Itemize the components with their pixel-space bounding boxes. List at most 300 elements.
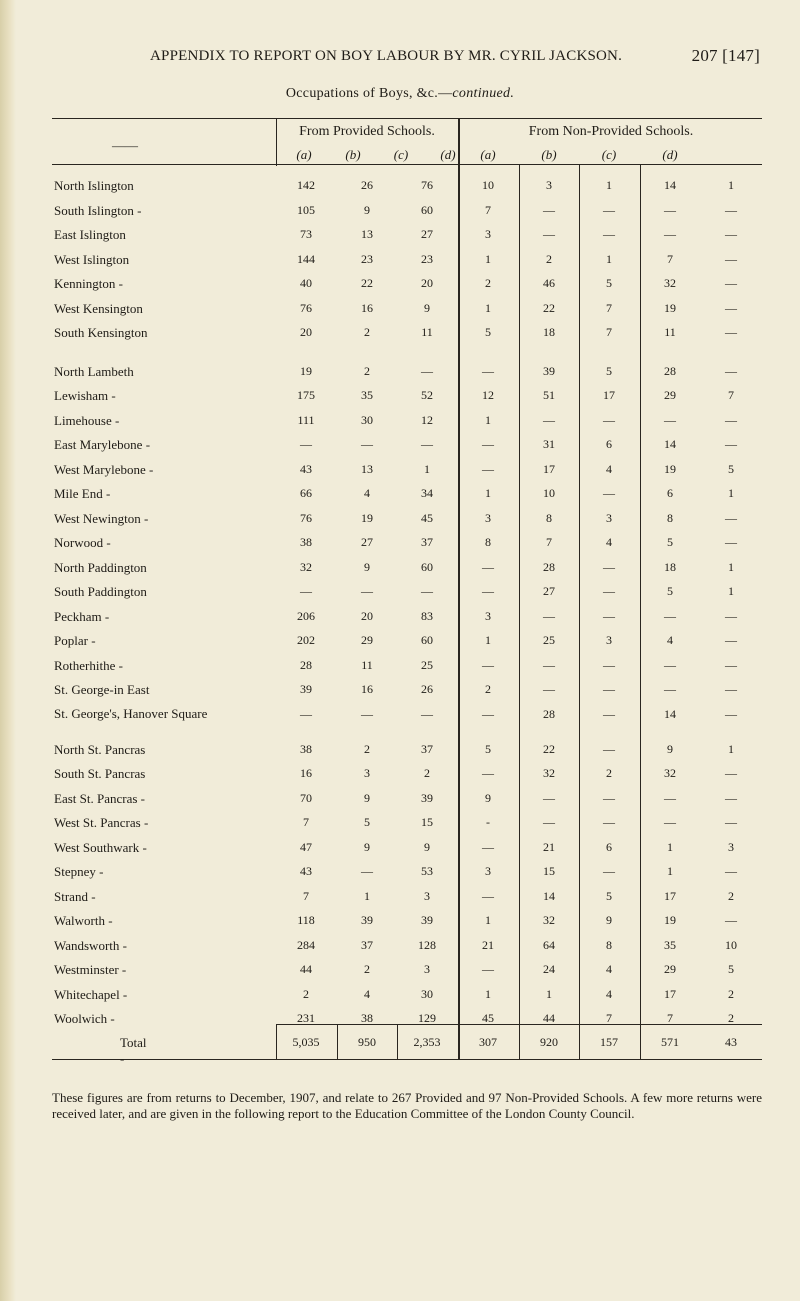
table-cell: 22 — [361, 276, 373, 290]
total-non-provided-c: 571 — [661, 1035, 679, 1049]
table-cell: 1 — [485, 412, 491, 427]
table-cell: 7 — [728, 388, 734, 402]
table-cell: 5 — [364, 815, 370, 829]
table-cell: — — [603, 486, 615, 500]
table-cell: — — [482, 888, 494, 903]
table-cell: — — [664, 657, 676, 672]
table-cell: 1 — [485, 633, 491, 647]
district-name: Walworth - — [54, 913, 113, 928]
table-row — [0, 889, 800, 909]
table-cell: 11 — [664, 325, 676, 339]
table-cell: 1 — [546, 986, 552, 1001]
table-cell: — — [482, 657, 494, 672]
table-cell: 83 — [421, 608, 433, 623]
table-cell: 1 — [667, 864, 673, 878]
table-cell: — — [725, 276, 737, 290]
table-cell: 7 — [485, 202, 491, 217]
total-provided-d: 307 — [479, 1035, 497, 1049]
table-cell: 9 — [424, 839, 430, 854]
table-cell: 19 — [300, 363, 312, 378]
table-cell: 1 — [485, 251, 491, 266]
table-cell: — — [361, 864, 373, 878]
table-cell: 18 — [543, 325, 555, 339]
table-cell: 19 — [664, 300, 676, 315]
table-cell: 1 — [667, 839, 673, 854]
table-cell: — — [664, 202, 676, 217]
table-row — [0, 864, 800, 884]
table-row — [0, 560, 800, 580]
table-cell: 6 — [606, 437, 612, 451]
total-provided-c: 2,353 — [413, 1035, 441, 1049]
table-cell: 11 — [361, 657, 373, 672]
table-row — [0, 791, 800, 811]
district-name: West Marylebone - — [54, 461, 154, 477]
table-cell: 5 — [728, 461, 734, 476]
table-cell: 28 — [664, 363, 676, 378]
running-title: APPENDIX TO REPORT ON BOY LABOUR BY MR. CYRIL JACKSON. — [150, 48, 623, 64]
district-name: Wandsworth - — [54, 937, 127, 953]
table-cell: — — [725, 633, 737, 647]
table-cell: 1 — [485, 486, 491, 500]
table-cell: 39 — [300, 682, 312, 696]
group-provided-heading: From Provided Schools. — [299, 124, 435, 139]
table-cell: 7 — [303, 815, 309, 829]
header-bottom-rule — [52, 164, 762, 165]
page-number: 207 [147] — [691, 46, 760, 65]
table-cell: 4 — [606, 535, 612, 549]
table-cell: — — [482, 839, 494, 854]
table-cell: 3 — [485, 864, 491, 878]
table-cell: 32 — [300, 559, 312, 574]
table-cell: 20 — [421, 276, 433, 290]
table-row — [0, 364, 800, 384]
district-name: West Newington - — [54, 510, 149, 526]
table-cell: 5 — [667, 584, 673, 598]
table-cell: 3 — [606, 510, 612, 525]
table-cell: 4 — [606, 461, 612, 476]
table-cell: — — [664, 790, 676, 805]
table-cell: 206 — [297, 608, 315, 623]
table-cell: 24 — [543, 962, 555, 976]
table-cell: 7 — [606, 325, 612, 339]
table-cell: 8 — [667, 510, 673, 525]
table-cell: 4 — [606, 962, 612, 976]
table-cell: 47 — [300, 839, 312, 854]
district-name: West Islington — [54, 251, 130, 267]
table-cell: - — [486, 815, 490, 829]
district-name: North Lambeth — [54, 363, 134, 379]
table-cell: 53 — [421, 864, 433, 878]
table-cell: 1 — [728, 559, 734, 574]
table-cell: — — [664, 815, 676, 829]
table-cell: 13 — [361, 227, 373, 241]
table-cell: — — [725, 815, 737, 829]
table-cell: 9 — [667, 741, 673, 756]
table-cell: 5 — [485, 325, 491, 339]
table-cell: 46 — [543, 276, 555, 290]
table-cell: 28 — [300, 657, 312, 672]
table-cell: 64 — [543, 937, 555, 952]
table-cell: 14 — [543, 888, 555, 903]
table-cell: — — [603, 741, 615, 756]
table-cell: 29 — [664, 388, 676, 402]
table-cell: 29 — [664, 962, 676, 976]
table-cell: 5 — [485, 741, 491, 756]
table-cell: 21 — [543, 839, 555, 854]
district-name: West Southwark - — [54, 839, 147, 855]
table-cell: — — [603, 657, 615, 672]
table-cell: 8 — [485, 535, 491, 549]
table-cell: — — [543, 202, 555, 217]
table-cell: 15 — [543, 864, 555, 878]
table-cell: 44 — [300, 962, 312, 976]
table-cell: 60 — [421, 559, 433, 574]
table-cell: — — [664, 608, 676, 623]
table-cell: 3 — [485, 227, 491, 241]
total-non-provided-d: 43 — [725, 1035, 737, 1049]
district-name: Poplar - — [54, 633, 96, 648]
district-name: Limehouse - — [54, 412, 120, 428]
table-cell: — — [725, 202, 737, 217]
table-cell: — — [543, 227, 555, 241]
table-cell: 3 — [606, 633, 612, 647]
col-head-non-provided-d: (d) — [662, 147, 678, 162]
table-cell: — — [603, 202, 615, 217]
table-cell: 12 — [421, 412, 433, 427]
table-cell: 2 — [364, 363, 370, 378]
table-cell: 25 — [543, 633, 555, 647]
table-cell: — — [725, 706, 737, 721]
table-cell: — — [725, 790, 737, 805]
table-cell: 15 — [421, 815, 433, 829]
table-cell: 3 — [546, 178, 552, 192]
table-bottom-rule — [52, 1059, 762, 1060]
table-cell: 142 — [297, 178, 315, 192]
table-cell: 284 — [297, 937, 315, 952]
district-name: West Kensington — [54, 300, 143, 316]
table-cell: — — [603, 706, 615, 721]
table-cell: 3 — [728, 839, 734, 854]
table-cell: 51 — [543, 388, 555, 402]
table-cell: — — [543, 815, 555, 829]
caption-continued: continued. — [452, 86, 515, 101]
table-cell: 1 — [728, 486, 734, 500]
district-name: North Paddington — [54, 559, 147, 575]
table-cell: 105 — [297, 202, 315, 217]
table-cell: 5 — [667, 535, 673, 549]
table-cell: 118 — [297, 913, 315, 927]
district-name: Westminster - — [54, 962, 127, 977]
table-cell: 17 — [664, 888, 676, 903]
district-name: North Islington — [54, 178, 134, 193]
table-cell: 7 — [606, 300, 612, 315]
table-cell: 2 — [364, 962, 370, 976]
table-cell: 7 — [546, 535, 552, 549]
table-cell: — — [300, 437, 312, 451]
table-cell: — — [725, 913, 737, 927]
table-row — [0, 742, 800, 762]
district-name: Woolwich - — [54, 1011, 115, 1026]
table-cell: 1 — [728, 741, 734, 756]
table-cell: 29 — [361, 633, 373, 647]
caption-text: Occupations of Boys, &c.— — [285, 86, 453, 101]
table-cell: 14 — [664, 706, 676, 721]
table-cell: — — [361, 706, 373, 721]
table-cell: 44 — [543, 1011, 555, 1025]
district-name: Lewisham - — [54, 388, 116, 403]
total-non-provided-a: 920 — [540, 1035, 558, 1049]
table-cell: 2 — [606, 766, 612, 780]
total-provided-a: 5,035 — [292, 1035, 320, 1049]
table-cell: 111 — [297, 412, 315, 427]
table-cell: 32 — [664, 766, 676, 780]
district-name: South Islington - — [54, 202, 142, 218]
table-cell: 76 — [421, 178, 433, 192]
table-row — [0, 178, 800, 198]
table-cell: 9 — [364, 839, 370, 854]
table-row — [0, 658, 800, 678]
table-cell: 31 — [543, 437, 555, 451]
table-cell: 9 — [364, 790, 370, 805]
col-head-provided-c: (c) — [393, 147, 409, 162]
table-cell: 5 — [606, 363, 612, 378]
table-cell: 70 — [300, 790, 312, 805]
table-cell: 2 — [485, 682, 491, 696]
table-cell: — — [725, 682, 737, 696]
table-cell: — — [482, 461, 494, 476]
table-cell: — — [664, 682, 676, 696]
table-cell: 45 — [421, 510, 433, 525]
table-cell: 5 — [728, 962, 734, 976]
table-row — [0, 462, 800, 482]
col-head-provided-d: (d) — [440, 147, 456, 162]
district-name: East St. Pancras - — [54, 790, 145, 806]
table-cell: — — [725, 510, 737, 525]
table-cell: 39 — [421, 790, 433, 805]
table-cell: 17 — [543, 461, 555, 476]
table-cell: — — [421, 584, 433, 598]
table-cell: — — [664, 227, 676, 241]
table-cell: 43 — [300, 461, 312, 476]
table-cell: 26 — [361, 178, 373, 192]
table-cell: 10 — [482, 178, 494, 192]
table-cell: — — [300, 706, 312, 721]
table-row — [0, 252, 800, 272]
table-cell: — — [725, 412, 737, 427]
table-cell: — — [725, 766, 737, 780]
table-cell: 4 — [364, 986, 370, 1001]
table-cell: — — [482, 706, 494, 721]
table-cell: 32 — [664, 276, 676, 290]
table-cell: 23 — [421, 251, 433, 266]
table-cell: 7 — [667, 1011, 673, 1025]
table-cell: — — [482, 363, 494, 378]
table-cell: 9 — [606, 913, 612, 927]
table-cell: 9 — [485, 790, 491, 805]
table-cell: 35 — [361, 388, 373, 402]
table-cell: — — [603, 790, 615, 805]
total-non-provided-b: 157 — [600, 1035, 618, 1049]
table-cell: — — [725, 300, 737, 315]
table-cell: 20 — [361, 608, 373, 623]
table-cell: 28 — [543, 559, 555, 574]
table-cell: 2 — [364, 741, 370, 756]
table-cell: 37 — [361, 937, 373, 952]
table-row — [0, 707, 800, 727]
district-name: North St. Pancras — [54, 741, 146, 757]
table-cell: — — [725, 437, 737, 451]
table-row — [0, 301, 800, 321]
table-cell: 19 — [361, 510, 373, 525]
table-cell: — — [664, 412, 676, 427]
table-row — [0, 840, 800, 860]
table-cell: 2 — [424, 766, 430, 780]
table-cell: 23 — [361, 251, 373, 266]
group-non-provided-heading: From Non-Provided Schools. — [528, 124, 694, 139]
table-row — [0, 437, 800, 457]
table-cell: — — [543, 682, 555, 696]
table-cell: 32 — [543, 766, 555, 780]
table-cell: 1 — [606, 178, 612, 192]
table-cell: 21 — [482, 937, 494, 952]
table-cell: 27 — [361, 535, 373, 549]
table-cell: — — [543, 790, 555, 805]
district-name: St. George-in East — [54, 682, 150, 697]
table-cell: 144 — [297, 251, 315, 266]
table-cell: 2 — [728, 986, 734, 1001]
total-label: Total - — [120, 1035, 147, 1066]
table-cell: 9 — [364, 202, 370, 217]
table-cell: 18 — [664, 559, 676, 574]
district-name: Peckham - — [54, 608, 110, 624]
table-cell: 10 — [725, 937, 737, 952]
table-cell: 27 — [421, 227, 433, 241]
table-cell: — — [543, 412, 555, 427]
table-cell: 76 — [300, 510, 312, 525]
table-cell: 20 — [300, 325, 312, 339]
table-cell: — — [725, 864, 737, 878]
blank-heading: —— — [112, 138, 138, 153]
table-cell: 35 — [664, 937, 676, 952]
table-caption — [0, 86, 800, 102]
table-cell: 1 — [485, 913, 491, 927]
table-cell: — — [543, 657, 555, 672]
table-cell: 6 — [606, 839, 612, 854]
table-cell: 2 — [546, 251, 552, 266]
table-cell: 5 — [606, 888, 612, 903]
table-row — [0, 227, 800, 247]
table-cell: 9 — [424, 300, 430, 315]
table-cell: — — [482, 962, 494, 976]
table-cell: 3 — [364, 766, 370, 780]
table-top-rule — [52, 118, 762, 119]
table-cell: — — [725, 608, 737, 623]
table-cell: 231 — [297, 1011, 315, 1025]
table-cell: 60 — [421, 202, 433, 217]
table-cell: 4 — [606, 986, 612, 1001]
table-cell: 1 — [728, 584, 734, 598]
table-cell: 22 — [543, 741, 555, 756]
table-cell: 3 — [485, 510, 491, 525]
district-name: South St. Pancras — [54, 766, 146, 781]
table-cell: 2 — [364, 325, 370, 339]
table-cell: 2 — [728, 1011, 734, 1025]
district-name: St. George's, Hanover Square — [54, 705, 208, 721]
table-cell: — — [361, 437, 373, 451]
table-cell: 3 — [424, 888, 430, 903]
table-cell: — — [603, 412, 615, 427]
table-cell: 128 — [418, 937, 436, 952]
table-row — [0, 486, 800, 506]
table-cell: 10 — [543, 486, 555, 500]
table-cell: 1 — [485, 300, 491, 315]
table-cell: — — [421, 437, 433, 451]
table-cell: 129 — [418, 1011, 436, 1025]
table-cell: — — [603, 864, 615, 878]
table-cell: — — [725, 657, 737, 672]
table-cell: 45 — [482, 1011, 494, 1025]
district-name: Whitechapel - — [54, 986, 128, 1002]
table-cell: 1 — [728, 178, 734, 192]
table-cell: 175 — [297, 388, 315, 402]
table-cell: 19 — [664, 913, 676, 927]
table-cell: — — [603, 584, 615, 598]
table-row — [0, 535, 800, 555]
table-cell: — — [725, 363, 737, 378]
table-cell: 73 — [300, 227, 312, 241]
table-cell: — — [603, 815, 615, 829]
table-cell: 16 — [361, 300, 373, 315]
district-name: Mile End - — [54, 486, 111, 501]
table-cell: 22 — [543, 300, 555, 315]
table-row — [0, 413, 800, 433]
table-cell: 3 — [485, 608, 491, 623]
table-cell: 202 — [297, 633, 315, 647]
table-cell: 7 — [606, 1011, 612, 1025]
table-cell: 13 — [361, 461, 373, 476]
table-row — [0, 609, 800, 629]
district-name: South Paddington — [54, 584, 147, 599]
table-cell: 30 — [361, 412, 373, 427]
table-cell: 11 — [421, 325, 433, 339]
table-cell: 38 — [300, 741, 312, 756]
table-cell: 1 — [485, 986, 491, 1001]
district-name: Rotherhithe - — [54, 657, 123, 673]
table-cell: 8 — [546, 510, 552, 525]
table-row — [0, 815, 800, 835]
table-row — [0, 388, 800, 408]
table-row — [0, 584, 800, 604]
table-cell: 16 — [361, 682, 373, 696]
table-row — [0, 938, 800, 958]
table-cell: — — [725, 227, 737, 241]
table-cell: 52 — [421, 388, 433, 402]
table-cell: 1 — [424, 461, 430, 476]
table-cell: — — [300, 584, 312, 598]
table-cell: 14 — [664, 178, 676, 192]
table-cell: 39 — [421, 913, 433, 927]
table-cell: — — [482, 559, 494, 574]
table-cell: 2 — [303, 986, 309, 1001]
table-row — [0, 276, 800, 296]
district-name: South Kensington — [54, 325, 148, 340]
table-row — [0, 1011, 800, 1031]
table-cell: 2 — [485, 276, 491, 290]
table-cell: 30 — [421, 986, 433, 1001]
district-name: Kennington - — [54, 276, 123, 291]
table-cell: 19 — [664, 461, 676, 476]
table-cell: 7 — [667, 251, 673, 266]
